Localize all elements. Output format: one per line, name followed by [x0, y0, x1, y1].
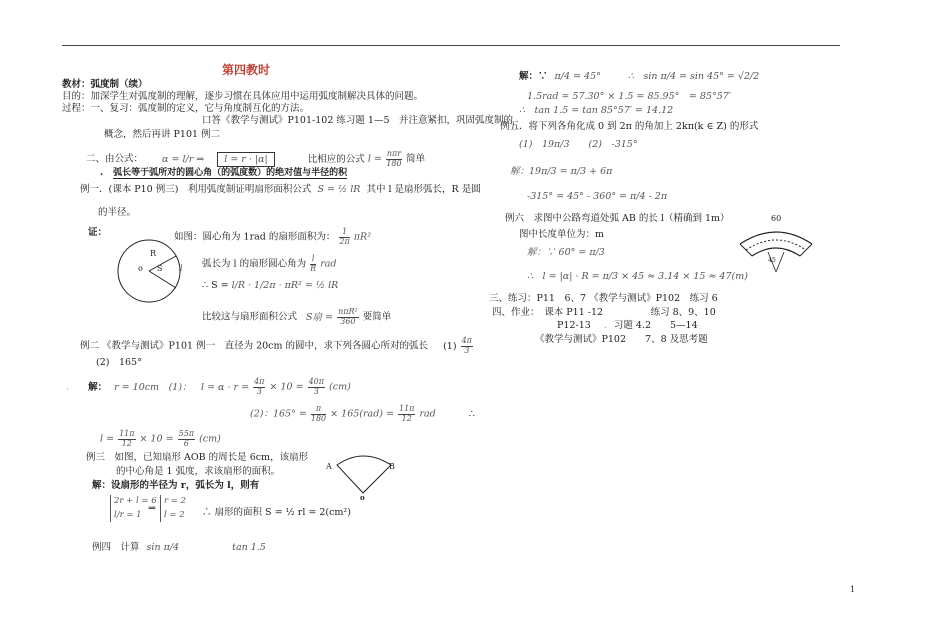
compare-label: 比相应的公式	[307, 153, 365, 165]
compare-line: 比较这与扇形面积公式 S扇 = $\frac{\text{nπR²}}{360}$ 要简单	[202, 307, 392, 326]
example1-line: 例一．(课本 P10 例三) 利用弧度制证明扇形面积公式 S = ½ lR 其中 l 是扇形弧长，R 是圆	[80, 184, 481, 195]
exercise-line: 三、练习：P11 6、7 《教学与测试》P102 练习 6	[489, 293, 718, 304]
degree-area-fraction: $\frac{\text{nπR²}}{360}$	[338, 307, 358, 326]
area-derivation: ∴ S = l/R · 1/2π · πR² = ½ lR	[202, 280, 339, 291]
example2-solution-1: . 解： r = 10cm (1)： l = α · r = $\frac{4\pi}{3}$ × 10 = $\frac{40\pi}{3}$ (cm)	[66, 377, 351, 396]
example2-q2: (2) 165°	[96, 357, 142, 368]
circle-area-label: S	[157, 264, 163, 273]
example1-radius: 的半径。	[98, 207, 137, 218]
example2-q1-fraction: $\frac{4\pi}{3}$	[461, 336, 472, 355]
example3-line2: 的中心角是 1 弧度，求该扇形的面积。	[116, 466, 281, 477]
header-rule	[62, 45, 840, 46]
process: 过程：一、复习：弧度制的定义，它与角度制互化的方法。	[62, 103, 310, 114]
simple-label: 简单	[406, 153, 426, 165]
example6-solution-1: 解：∵ 60° = π/3	[527, 247, 605, 258]
fan-label-a: A	[326, 462, 332, 471]
sine-solution: 解：∵ π/4 = 45° ∴ sin π/4 = sin 45° = √2/2	[519, 71, 760, 82]
radian-conversion: 1.5rad = 57.30° × 1.5 = 85.95° = 85°57′	[527, 91, 731, 102]
oral-answer: 口答《教学与测试》P101-102 练习题 1—5 并注意紧扣，巩固弧度制的	[202, 115, 513, 126]
circle-arc-label: l	[180, 264, 183, 273]
example2-solution-2: (2)：165° = $\frac{\pi}{180}$ × 165(rad) = $\frac{11\pi}{12}$ rad ∴	[250, 404, 475, 423]
road-radius-label: 45	[768, 257, 776, 264]
objective: 目的：加深学生对弧度制的理解，逐步习惯在具体应用中运用弧度制解决具体的问题。	[62, 91, 424, 102]
example4-line: 例四 计算 sin π/4 tan 1.5	[92, 542, 266, 553]
formula-line	[86, 150, 425, 168]
example6-line: 例六 求图中公路弯道处弧 AB 的长 l（精确到 1m）	[505, 213, 730, 224]
example3-area: ∴ 扇形的面积 S = ½ rl = 2(cm²)	[202, 507, 351, 518]
example3-line1: 例三 如图，已知扇形 AOB 的周长是 6cm，该扇形	[86, 452, 309, 463]
example5-solution-1: 解：19π/3 = π/3 + 6π	[510, 166, 613, 177]
circle-radius-label: R	[150, 249, 157, 258]
key-statement: . 弧长等于弧所对的圆心角（的弧度数）的绝对值与半径的积	[100, 168, 348, 178]
sector-area-formula: S = ½ lR	[317, 184, 361, 195]
system-solution: r = 2 l = 2	[160, 495, 204, 522]
proof-area-line: 如图：圆心角为 1rad 的扇形面积为： $\frac{1}{2\pi}$ πR²	[174, 227, 372, 246]
fan-label-o: o	[360, 493, 365, 502]
arc-angle-fraction: $\frac{l}{R}$	[310, 254, 317, 273]
fan-label-b: B	[389, 462, 395, 471]
formula-label: 二、由公式：	[86, 153, 144, 165]
homework-line: 四、作业： 课本 P11 -12 练习 8、9、10	[492, 307, 716, 318]
road-curve-diagram	[738, 222, 814, 274]
example2-line: 例二 《教学与测试》P101 例一 直径为 20cm 的圆中，求下列各圆心所对的弧长 (1) $\frac{4\pi}{3}$	[80, 336, 472, 355]
degree-formula-l: l =	[367, 153, 382, 165]
example6-solution-2: ∴ l = |α| · R = π/3 × 45 ≈ 3.14 × 15 ≈ 47(m)	[527, 271, 748, 282]
equation-system: 2r + l = 6 l/r = 1	[110, 495, 174, 522]
tangent-result: ∴ tan 1.5 = tan 85°57′ = 14.12	[519, 105, 674, 116]
example3-solution: 解：设扇形的半径为 r，弧长为 l，则有	[92, 480, 260, 491]
example5-questions: (1) 19π/3 (2) -315°	[519, 139, 638, 150]
homework-line3: 《教学与测试》P102 7、8 及思考题	[535, 334, 708, 345]
concept-line: 概念，然后再讲 P101 例二	[104, 129, 221, 140]
alpha-formula: α = l/r ⇒	[162, 153, 205, 165]
page-number: 1	[850, 585, 856, 594]
proof-label: 证：	[88, 227, 108, 238]
page-title: 第四教时	[222, 63, 271, 77]
area-fraction: $\frac{1}{2\pi}$	[339, 227, 350, 246]
teaching-material: 教材：弧度制（续）	[62, 79, 148, 90]
system-arrow: ⇒	[148, 503, 156, 514]
road-angle-label: 60	[771, 214, 782, 223]
example5-solution-2: -315° = 45° - 360° = π/4 - 2π	[527, 191, 668, 202]
example6-unit: 图中长度单位为：m	[519, 229, 605, 240]
example2-solution-3: l = $\frac{11\pi}{12}$ × 10 = $\frac{55\pi}{6}$ (cm)	[100, 429, 221, 448]
fan-diagram	[335, 453, 395, 493]
homework-line2: P12-13 . 习题 4.2 5—14	[557, 320, 698, 331]
degree-formula-fraction: $\frac{\text{nπr}}{180}$	[386, 149, 402, 168]
example5-line: 例五．将下列各角化成 0 到 2π 的角加上 2kπ(k ∈ Z) 的形式	[500, 121, 759, 132]
arc-length-formula-box: l = r · |α|	[217, 152, 274, 167]
circle-diagram	[116, 238, 182, 304]
circle-origin-label: o	[138, 264, 143, 273]
arc-angle-line: 弧长为 l 的扇形圆心角为 $\frac{l}{R}$ rad	[202, 254, 337, 273]
